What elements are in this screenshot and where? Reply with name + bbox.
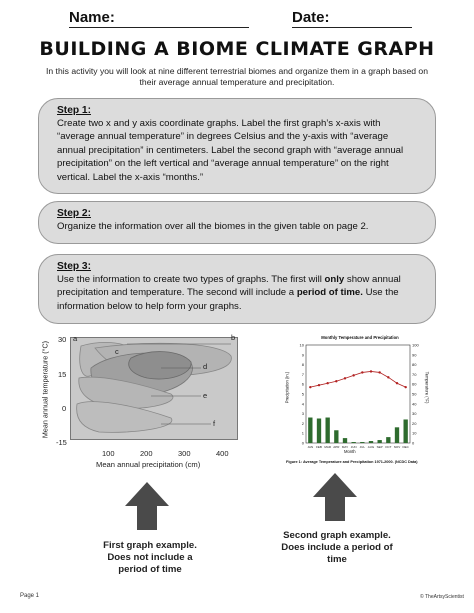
biome-graph bbox=[30, 333, 246, 475]
g2-left-tick: 2 bbox=[301, 420, 304, 426]
g2-plot-frame bbox=[306, 345, 410, 443]
g2-month-tick: AUG bbox=[367, 445, 375, 449]
g2-temp-point bbox=[404, 386, 406, 388]
g2-precip-bar bbox=[334, 430, 338, 443]
g2-temp-point bbox=[318, 384, 320, 386]
g1-ytick-0: 0 bbox=[62, 404, 67, 413]
copyright-credit bbox=[420, 594, 464, 600]
g2-temp-point bbox=[335, 380, 337, 382]
g2-temp-point bbox=[387, 376, 389, 378]
step-3-text-b: show annual precipitation and temperature. The second will include a bbox=[57, 274, 401, 299]
name-label: Name: bbox=[69, 9, 115, 26]
page-number: Page 1 bbox=[20, 593, 40, 599]
date-underline bbox=[292, 27, 412, 28]
second-graph-caption-line-2: Does include a period of bbox=[281, 542, 393, 554]
copyright-credit-text: TheArtsyScientist bbox=[425, 594, 464, 600]
first-graph-caption-line-2: Does not include a bbox=[107, 552, 193, 564]
g2-temp-point bbox=[361, 371, 363, 373]
g2-caption: Figure 1: Average Temperature and Precipitation 1971-2000. (NCDC Data) bbox=[286, 460, 418, 464]
g1-ylabel: Mean annual temperature (°C) bbox=[40, 340, 50, 439]
second-graph-caption bbox=[262, 530, 412, 567]
g2-month-tick: APR bbox=[333, 445, 340, 449]
g2-precip-bar bbox=[386, 437, 390, 443]
g2-left-tick: 3 bbox=[301, 411, 304, 417]
g2-left-tick: 1 bbox=[301, 430, 304, 436]
g2-left-tick: 7 bbox=[301, 371, 304, 377]
g2-right-tick: 20 bbox=[412, 420, 417, 426]
g2-left-tick: 8 bbox=[301, 362, 304, 368]
step-3-text-a: Use the information to create two types of graphs. The first will bbox=[57, 274, 325, 285]
g2-right-tick: 100 bbox=[412, 342, 419, 348]
region-label-e: e bbox=[203, 391, 208, 400]
region-label-c: c bbox=[115, 347, 119, 356]
region-label-f: f bbox=[213, 419, 216, 428]
g2-right-tick: 60 bbox=[412, 381, 417, 387]
g2-right-tick: 70 bbox=[412, 371, 417, 377]
page-title: BUILDING A BIOME CLIMATE GRAPH bbox=[39, 38, 435, 60]
g2-temp-point bbox=[396, 382, 398, 384]
g1-xtick-100: 100 bbox=[102, 449, 115, 458]
g1-xtick-400: 400 bbox=[216, 449, 229, 458]
g2-precip-bar bbox=[317, 419, 321, 444]
g2-left-tick: 10 bbox=[299, 342, 304, 348]
g2-month-tick: OCT bbox=[385, 445, 392, 449]
g1-ytick-neg15: -15 bbox=[56, 438, 67, 447]
g2-month-tick: FEB bbox=[316, 445, 322, 449]
g1-xlabel: Mean annual precipitation (cm) bbox=[96, 460, 201, 469]
step-1-text: Create two x and y axis coordinate graphs. Label the first graph’s x-axis with “average annual temperature” in degrees Celsius and the y-axis with “average annual precipitation” in centimeters. Label the second graph with “average annual precipitation” on the left vertical and “average annual temperature” on the right vertical. Label the x-axis “months.” bbox=[57, 118, 404, 183]
copyright-icon: © bbox=[420, 594, 424, 600]
g2-temp-point bbox=[352, 374, 354, 376]
g2-temp-point bbox=[309, 386, 311, 388]
g2-month-tick: NOV bbox=[393, 445, 401, 449]
g2-temp-point bbox=[326, 382, 328, 384]
region-f bbox=[77, 402, 172, 433]
step-3-bold-only: only bbox=[324, 274, 345, 285]
g2-month-tick: JAN bbox=[307, 445, 314, 449]
g2-right-axis-label: Temperature (°F) bbox=[424, 371, 430, 404]
g1-xtick-200: 200 bbox=[140, 449, 153, 458]
first-graph-caption-line-3: period of time bbox=[118, 564, 182, 576]
g2-right-tick: 40 bbox=[412, 401, 417, 407]
g2-right-tick: 90 bbox=[412, 352, 417, 358]
g2-temp-point bbox=[378, 371, 380, 373]
second-graph-caption-line-3: time bbox=[327, 554, 347, 566]
g2-temp-point bbox=[344, 377, 346, 379]
arrow-up-left-icon bbox=[125, 482, 169, 530]
g1-xtick-300: 300 bbox=[178, 449, 191, 458]
region-label-d: d bbox=[203, 362, 208, 371]
first-graph-caption bbox=[80, 540, 220, 577]
step-2-box bbox=[38, 201, 436, 244]
g2-temp-point bbox=[370, 370, 372, 372]
g2-right-tick: 30 bbox=[412, 411, 417, 417]
g2-precip-bar bbox=[343, 438, 347, 443]
g2-precip-bar bbox=[378, 440, 382, 443]
region-d bbox=[129, 352, 191, 379]
g2-month-tick: MAR bbox=[324, 445, 332, 449]
g2-precip-bar bbox=[404, 419, 408, 443]
g2-month-tick: MAY bbox=[341, 445, 349, 449]
g1-ytick-15: 15 bbox=[58, 370, 67, 379]
g2-left-tick: 6 bbox=[301, 381, 304, 387]
date-label: Date: bbox=[292, 9, 330, 26]
arrow-up-right-icon bbox=[313, 473, 357, 521]
monthly-graph bbox=[282, 333, 432, 463]
g2-month-tick: SEP bbox=[376, 445, 383, 449]
g2-right-tick: 50 bbox=[412, 391, 417, 397]
g2-month-tick: DEC bbox=[402, 445, 409, 449]
g2-precip-bar bbox=[360, 442, 364, 443]
monthly-graph-svg bbox=[282, 333, 432, 463]
name-underline bbox=[69, 27, 249, 28]
step-1-box bbox=[38, 98, 436, 194]
biome-graph-plot bbox=[70, 333, 238, 440]
region-label-b: b bbox=[231, 333, 236, 342]
step-2-text: Organize the information over all the biomes in the given table on page 2. bbox=[57, 221, 369, 232]
g2-temp-line bbox=[310, 371, 405, 387]
g2-title: Monthly Temperature and Precipitation bbox=[321, 335, 399, 340]
step-2-title: Step 2: bbox=[57, 208, 91, 219]
step-3-box bbox=[38, 254, 436, 324]
g2-xlabel: Month bbox=[344, 449, 356, 454]
g2-precip-bar bbox=[395, 427, 399, 443]
g2-precip-bar bbox=[308, 418, 312, 443]
region-label-a: a bbox=[73, 334, 78, 343]
g2-left-tick: 9 bbox=[301, 352, 304, 358]
g2-right-tick: 10 bbox=[412, 430, 417, 436]
step-3-bold-period: period of time. bbox=[296, 287, 363, 299]
intro-text: In this activity you will look at nine different terrestrial biomes and organize them in a graph based on their average annual temperature and precipitation. bbox=[46, 66, 428, 87]
g2-right-tick: 0 bbox=[412, 440, 415, 446]
g2-left-tick: 0 bbox=[301, 440, 304, 446]
step-3-title: Step 3: bbox=[57, 261, 91, 272]
step-3-text-c: Use the information below to help form your graphs. bbox=[57, 287, 399, 312]
first-graph-caption-line-1: First graph example. bbox=[103, 540, 197, 551]
g2-right-tick: 80 bbox=[412, 362, 417, 368]
g2-left-tick: 5 bbox=[301, 391, 304, 397]
g1-ytick-30: 30 bbox=[58, 335, 67, 344]
g2-month-tick: JUL bbox=[359, 445, 366, 449]
g2-left-axis-label: Precipitation (in.) bbox=[284, 371, 290, 404]
g2-precip-bar bbox=[326, 418, 330, 443]
g2-left-tick: 4 bbox=[301, 401, 304, 407]
g2-month-tick: JUN bbox=[350, 445, 357, 449]
second-graph-caption-line-1: Second graph example. bbox=[283, 530, 391, 541]
g2-precip-bar bbox=[352, 442, 356, 443]
g2-precip-bar bbox=[369, 441, 373, 443]
step-1-title: Step 1: bbox=[57, 105, 91, 116]
